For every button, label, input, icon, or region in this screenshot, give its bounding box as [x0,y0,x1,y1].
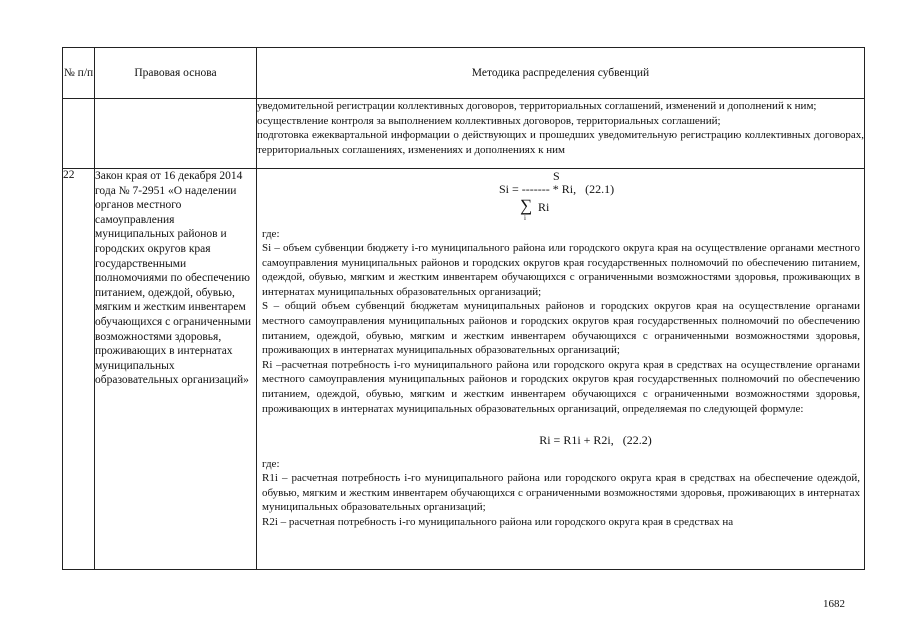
formula-main: Si = ------- * Ri, (22.1) [499,182,615,196]
table-row [63,99,865,169]
definition-s: S – общий объем субвенций бюджетам муниципальных районов и городских округов края на осуществление органами местного самоуправления муниципальных районов и городских округов края государственных полномочий по обеспечению питанием, одеждой, обувью, мягким и жестким инвентарем обучающихся с ограниченными возможностями здоровья, проживающих в интернатах муниципальных образовательных организаций; [262,300,860,357]
row2-method-cell [257,169,865,570]
definition-ri: Ri –расчетная потребность i-го муниципального района или городского округа края в средствах на осуществление органами местного самоуправления муниципальных районов и городских округов края государственных полномочий по обеспечению питанием, одеждой, обувью, мягким и жестким инвентарем обучающихся с ограниченными возможностями здоровья, проживающих в интернатах муниципальных образовательных организаций, определяемая по следующей формуле: [262,358,860,415]
row1-num-cell [63,99,95,169]
header-basis: Правовая основа [95,48,257,99]
page-number: 1682 [823,598,845,610]
formula-22-2: Ri = R1i + R2i, (22.2) [539,433,652,448]
table-header-row [63,48,865,99]
sum-symbol: ∑ [520,196,533,215]
row1-line: подготовка ежеквартальной информации о действующих и прошедших уведомительную регистрацию коллективных договорах, территориальных соглашениях, изменениях и дополнениях к ним [257,129,864,156]
formula-numerator: S [553,169,560,183]
header-method: Методика распределения субвенций [257,48,865,99]
formula-denominator: Ri [538,200,550,214]
row1-method-cell [257,99,865,169]
where-label: где: [262,458,280,471]
row1-line: осуществление контроля за выполнением коллективных договоров, территориальных соглашений; [257,114,721,127]
distribution-table [62,47,865,570]
header-num: № п/п [63,48,95,99]
table-row [63,169,865,570]
definition-si: Si – объем субвенции бюджету i-го муниципального района или городского округа края на осуществление органами местного самоуправления муниципальных районов и городских округов края государственных полномочий по обеспечению питанием, одеждой, обувью, мягким и жестким инвентарем обучающихся с ограниченными возможностями здоровья, проживающих в интернатах муниципальных образовательных организаций; [262,242,860,298]
row2-basis: Закон края от 16 декабря 2014 года № 7-2951 «О наделении органов местного самоуправления муниципальных районов и городских округов края государственными полномочиями по обеспечению питанием, одеждой, обувью, мягким и жестким инвентарем обучающихся с ограниченными возможностями здоровья, проживающих в интернатах муниципальных образовательных организаций» [95,169,257,570]
formula-index: i [524,214,526,222]
definition-r2i: R2i – расчетная потребность i-го муниципального района или городского округа края в средствах на [262,515,734,528]
formula-22-1 [257,169,864,227]
row1-basis-cell [95,99,257,169]
row2-num: 22 [63,169,95,570]
definitions-2 [257,471,864,529]
definition-r1i: R1i – расчетная потребность i-го муниципального района или городского округа края в средствах на обеспечение одеждой, обувью, мягким и жестким инвентарем обучающихся с ограниченными возможностями здоровья, проживающих в интернатах муниципальных образовательных организаций; [262,472,860,514]
where-label: где: [262,228,280,240]
row1-line: уведомительной регистрации коллективных договоров, территориальных соглашений, изменений и дополнений к ним; [257,100,817,112]
definitions [257,241,864,416]
